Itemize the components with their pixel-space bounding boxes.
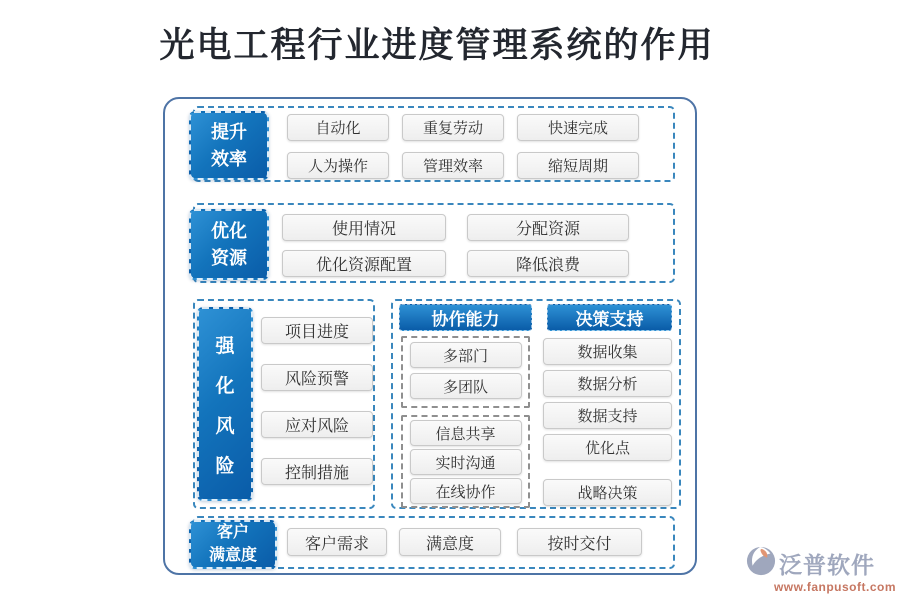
section-label-efficiency bbox=[189, 111, 269, 180]
node-data-support: 数据支持 bbox=[543, 402, 672, 429]
resources-node-grid bbox=[282, 214, 629, 277]
node-strategic-decision: 战略决策 bbox=[543, 479, 672, 506]
node-satisfaction: 满意度 bbox=[399, 528, 501, 556]
node-control-measures: 控制措施 bbox=[261, 458, 373, 485]
node-customer-needs: 客户需求 bbox=[287, 528, 387, 556]
node-risk-warning: 风险预警 bbox=[261, 364, 373, 391]
label-line: 满意度 bbox=[208, 546, 257, 564]
node-automation: 自动化 bbox=[287, 114, 389, 141]
brand-website: www.fanpusoft.com bbox=[773, 580, 896, 594]
node-on-time-delivery: 按时交付 bbox=[517, 528, 642, 556]
node-fast-completion: 快速完成 bbox=[517, 114, 639, 141]
node-shorten-cycle: 缩短周期 bbox=[517, 152, 639, 179]
efficiency-node-grid bbox=[287, 114, 639, 179]
node-allocate-resources: 分配资源 bbox=[467, 214, 629, 241]
team-group bbox=[401, 336, 530, 408]
node-repetitive-labor: 重复劳动 bbox=[402, 114, 504, 141]
node-realtime-communication: 实时沟通 bbox=[410, 449, 522, 475]
node-multi-department: 多部门 bbox=[410, 342, 522, 368]
label-line: 优化 bbox=[211, 221, 247, 242]
section-customer-satisfaction bbox=[193, 516, 675, 569]
section-resources bbox=[193, 203, 675, 283]
node-project-progress: 项目进度 bbox=[261, 317, 373, 344]
node-manual-operation: 人为操作 bbox=[287, 152, 389, 179]
node-management-efficiency: 管理效率 bbox=[402, 152, 504, 179]
fanpu-logo-icon bbox=[746, 546, 776, 581]
brand-name: 泛普软件 bbox=[779, 552, 875, 578]
node-reduce-waste: 降低浪费 bbox=[467, 250, 629, 277]
node-online-collaboration: 在线协作 bbox=[410, 478, 522, 504]
label-char: 风 bbox=[215, 415, 235, 437]
node-multi-team: 多团队 bbox=[410, 373, 522, 399]
node-info-sharing: 信息共享 bbox=[410, 420, 522, 446]
node-optimize-resource-config: 优化资源配置 bbox=[282, 250, 446, 277]
node-data-analysis: 数据分析 bbox=[543, 370, 672, 397]
section-label-resources bbox=[189, 209, 269, 280]
node-data-collection: 数据收集 bbox=[543, 338, 672, 365]
label-line: 提升 bbox=[211, 122, 247, 143]
decision-header: 决策支持 bbox=[547, 304, 672, 331]
label-char: 险 bbox=[215, 455, 235, 477]
section-risk bbox=[193, 299, 375, 509]
section-label-risk bbox=[197, 307, 253, 501]
section-collaboration-decision bbox=[391, 299, 681, 509]
diagram-container bbox=[163, 97, 697, 575]
communication-group bbox=[401, 415, 530, 508]
node-respond-risk: 应对风险 bbox=[261, 411, 373, 438]
section-efficiency bbox=[193, 106, 675, 182]
customer-node-row bbox=[287, 528, 642, 556]
page-title: 光电工程行业进度管理系统的作用 bbox=[159, 26, 715, 65]
brand-logo bbox=[746, 546, 896, 594]
label-line: 资源 bbox=[211, 247, 247, 268]
label-line: 效率 bbox=[211, 148, 247, 169]
label-char: 强 bbox=[215, 335, 235, 357]
node-optimization-point: 优化点 bbox=[543, 434, 672, 461]
risk-node-list bbox=[261, 317, 373, 485]
decision-node-list bbox=[543, 338, 672, 461]
section-label-customer bbox=[189, 520, 277, 569]
label-line: 客户 bbox=[216, 524, 249, 542]
collaboration-header: 协作能力 bbox=[399, 304, 532, 331]
node-usage-status: 使用情况 bbox=[282, 214, 446, 241]
label-char: 化 bbox=[215, 375, 235, 397]
